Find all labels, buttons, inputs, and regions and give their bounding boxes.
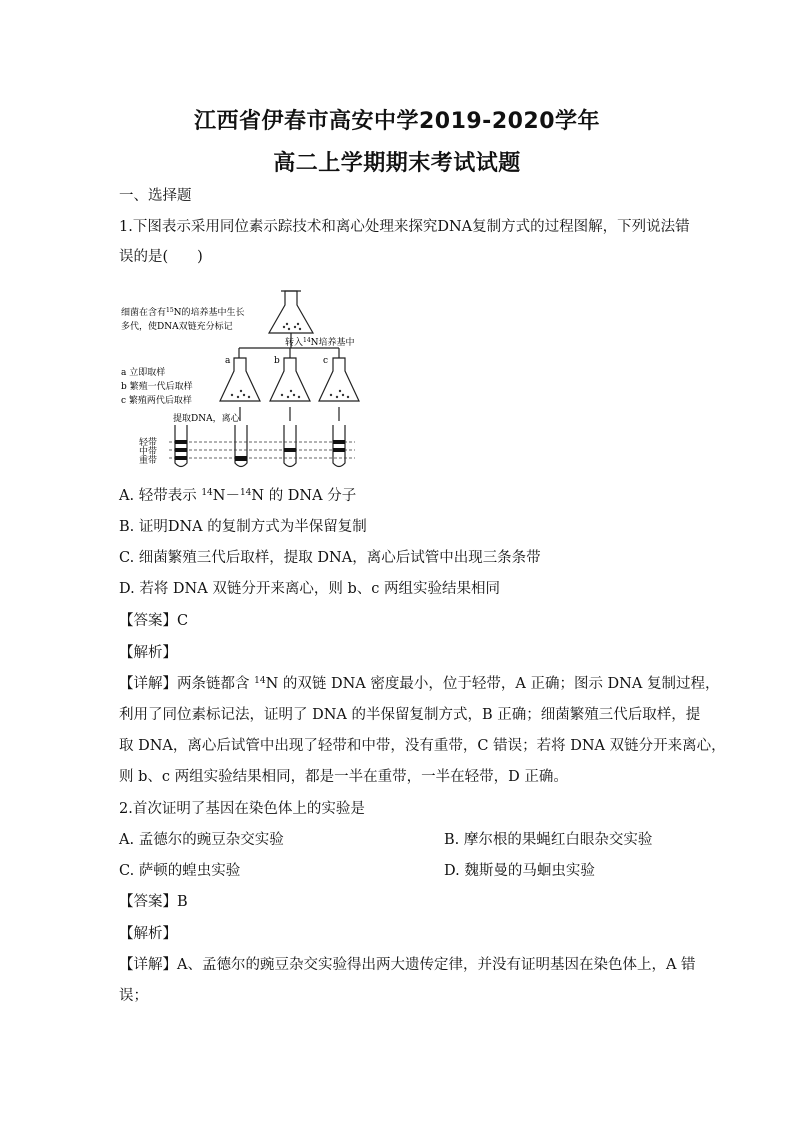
q1-answer: 【答案】C — [119, 613, 189, 629]
tube-c — [333, 425, 345, 467]
q1-option-b: B. 证明DNA 的复制方式为半保留复制 — [119, 519, 367, 535]
tube-control — [175, 425, 187, 467]
q2-stem: 2.首次证明了基因在染色体上的实验是 — [119, 801, 365, 817]
q2-option-c: C. 萨顿的蝗虫实验 — [119, 863, 241, 879]
dna-replication-figure — [119, 283, 379, 473]
control-band-mid — [175, 448, 187, 452]
q2-detail-line1: 【详解】A、孟德尔的豌豆杂交实验得出两大遗传定律，并没有证明基因在染色体上，A 错 — [119, 957, 696, 973]
q1-option-d: D. 若将 DNA 双链分开来离心，则 b、c 两组实验结果相同 — [119, 581, 500, 597]
q1-detail-line3: 取 DNA，离心后试管中出现了轻带和中带，没有重带，C 错误；若将 DNA 双链分开来离心， — [119, 738, 726, 754]
q1-detail-line4: 则 b、c 两组实验结果相同，都是一半在重带，一半在轻带，D 正确。 — [119, 769, 568, 785]
fig-legend-a: a 立即取样 — [121, 368, 166, 378]
tube-b — [284, 425, 296, 467]
doc-title-line1: 江西省伊春市高安中学2019-2020学年 — [193, 109, 601, 134]
q2-option-d: D. 魏斯曼的马蛔虫实验 — [444, 863, 595, 879]
q2-answer: 【答案】B — [119, 894, 188, 910]
q1-option-c: C. 细菌繁殖三代后取样，提取 DNA，离心后试管中出现三条条带 — [119, 550, 541, 566]
q2-detail-line2: 误； — [119, 988, 148, 1004]
fig-label-c: c — [323, 356, 329, 366]
fig-band-light: 轻带 — [139, 438, 158, 448]
tube-a-band — [235, 456, 247, 461]
q1-stem-line2: 误的是( ) — [119, 249, 203, 265]
fig-legend-c: c 繁殖两代后取样 — [121, 396, 192, 406]
section-heading: 一、选择题 — [119, 188, 192, 204]
flask-top — [269, 291, 313, 333]
q2-option-b: B. 摩尔根的果蝇红白眼杂交实验 — [444, 832, 653, 848]
fig-note-line2: 多代，使DNA双链充分标记 — [121, 322, 233, 332]
fig-label-b: b — [274, 356, 280, 366]
fig-extract-label: 提取DNA，离心 — [173, 414, 240, 424]
q2-analysis-label: 【解析】 — [119, 926, 177, 942]
fig-note-line1: 细菌在含有$^{15}$N的培养基中生长 — [121, 307, 245, 318]
tube-c-band-light — [333, 440, 345, 444]
q1-detail-line1: 【详解】两条链都含 $^{14}$N 的双链 DNA 密度最小，位于轻带，A 正确；图示 DNA 复制过程， — [119, 676, 720, 692]
control-band-light — [175, 440, 187, 444]
fig-band-mid: 中带 — [139, 447, 158, 457]
q1-detail-line2: 利用了同位素标记法，证明了 DNA 的半保留复制方式，B 正确；细菌繁殖三代后取样，提 — [119, 707, 701, 723]
tube-c-band-mid — [333, 448, 345, 452]
fig-transfer-label: 转入$^{14}$N培养基中 — [285, 337, 355, 348]
doc-title-line2: 高二上学期期末考试试题 — [273, 151, 521, 176]
control-band-heavy — [175, 456, 187, 460]
q1-analysis-label: 【解析】 — [119, 645, 177, 661]
q1-option-a: A. 轻带表示 $^{14}$N－$^{14}$N 的 DNA 分子 — [119, 488, 357, 504]
fig-legend-b: b 繁殖一代后取样 — [121, 382, 193, 392]
tube-b-band — [284, 448, 296, 452]
fig-label-a: a — [225, 356, 231, 366]
q1-stem-line1: 1.下图表示采用同位素示踪技术和离心处理来探究DNA复制方式的过程图解，下列说法错 — [119, 219, 690, 235]
q2-option-a: A. 孟德尔的豌豆杂交实验 — [119, 832, 284, 848]
fig-band-heavy: 重带 — [139, 456, 158, 466]
